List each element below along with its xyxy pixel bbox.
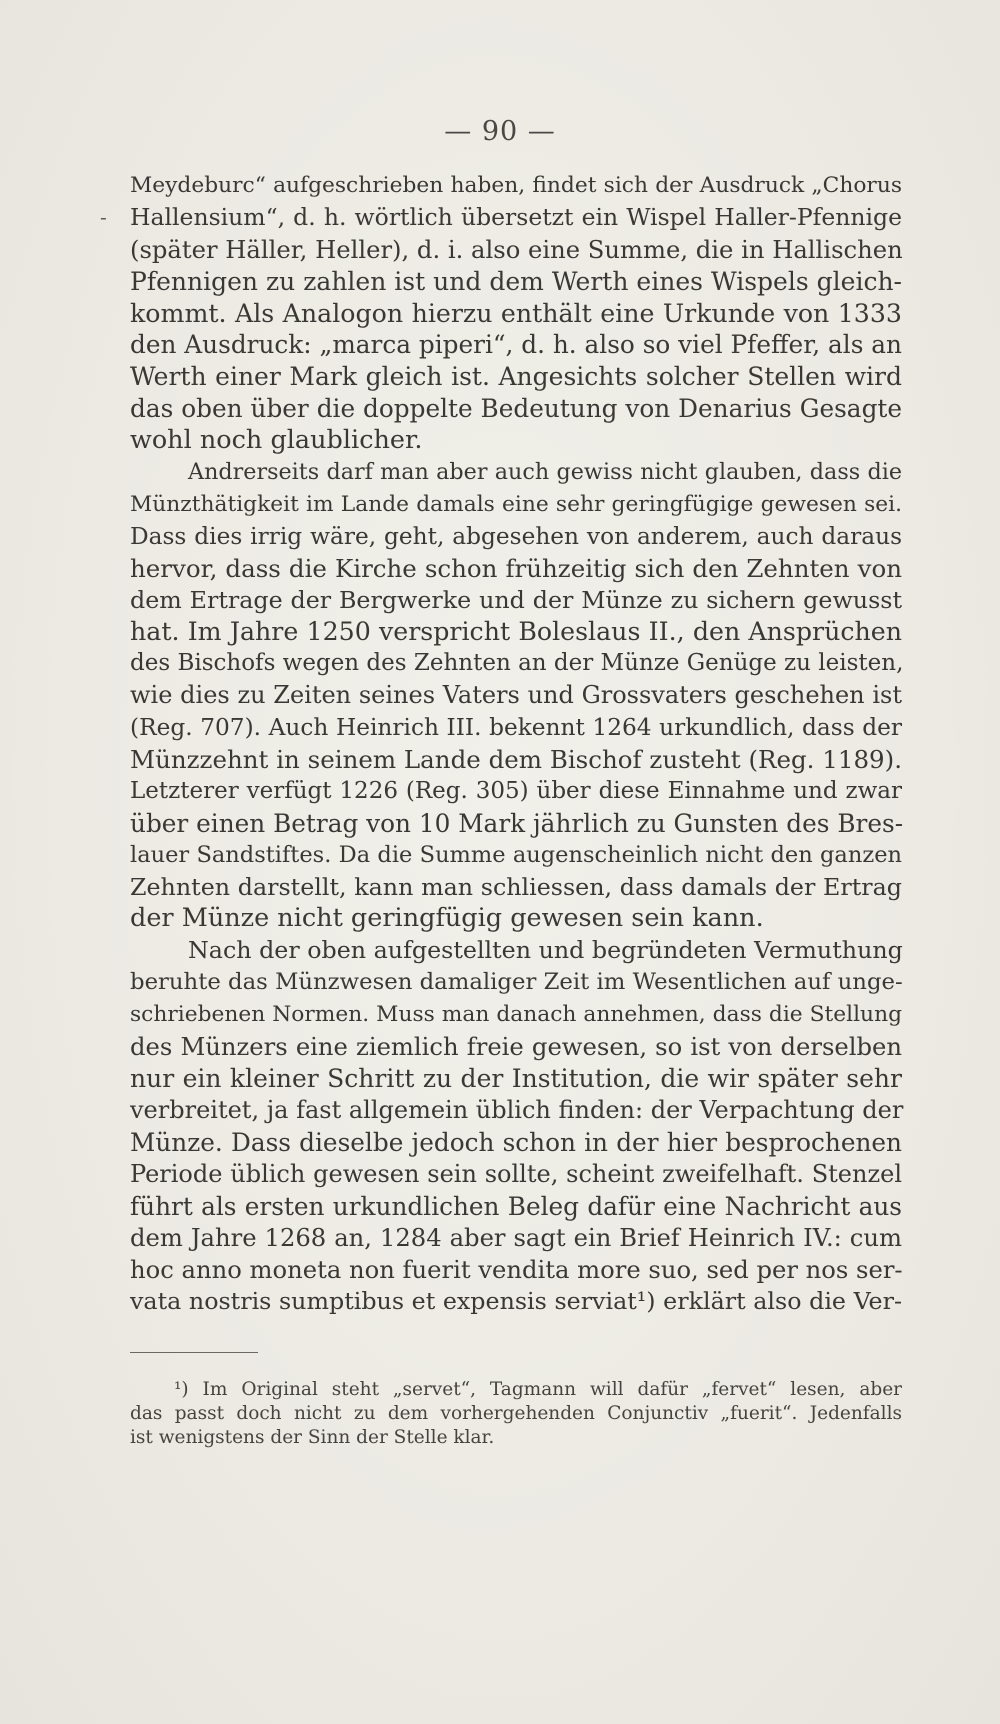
text-line: hervor, dass die Kirche schon frühzeitig sich den Zehnten von	[130, 553, 902, 583]
text-line: Meydeburc“ aufgeschrieben haben, findet sich der Ausdruck „Chorus	[130, 173, 902, 198]
footnote-line: ¹) Im Original steht „servet“, Tagmann will dafür „fervet“ lesen, aber	[174, 1379, 902, 1400]
text-line: Werth einer Mark gleich ist. Angesichts solcher Stellen wird	[130, 362, 902, 392]
text-line: hoc anno moneta non fuerit vendita more suo, sed per nos ser-	[130, 1255, 903, 1285]
text-line: dem Jahre 1268 an, 1284 aber sagt ein Brief Heinrich IV.: cum	[130, 1223, 902, 1253]
text-line: Dass dies irrig wäre, geht, abgesehen von anderem, auch daraus	[130, 522, 902, 550]
text-line: Pfennigen zu zahlen ist und dem Werth eines Wispels gleich-	[130, 266, 902, 296]
text-line: über einen Betrag von 10 Mark jährlich zu Gunsten des Bres-	[130, 808, 904, 838]
text-line: beruhte das Münzwesen damaliger Zeit im Wesentlichen auf unge-	[130, 969, 903, 996]
text-line: das oben über die doppelte Bedeutung von Denarius Gesagte	[130, 394, 902, 424]
footnote-line: ist wenigstens der Sinn der Stelle klar.	[130, 1427, 495, 1448]
text-line: dem Ertrage der Bergwerke und der Münze zu sichern gewusst	[130, 585, 902, 614]
text-line: Hallensium“, d. h. wörtlich übersetzt ein Wispel Haller-Pfennige	[130, 202, 902, 231]
text-line: Münzthätigkeit im Lande damals eine sehr geringfügige gewesen sei.	[130, 491, 902, 517]
footnote-divider	[130, 1352, 258, 1353]
text-line: wie dies zu Zeiten seines Vaters und Grossvaters geschehen ist	[130, 681, 902, 710]
page-number: — 90 —	[444, 116, 556, 147]
text-line: Letzterer verfügt 1226 (Reg. 305) über diese Einnahme und zwar	[130, 777, 902, 804]
text-line: des Bischofs wegen des Zehnten an der Münze Genüge zu leisten,	[130, 650, 904, 677]
footnote-line: das passt doch nicht zu dem vorhergehenden Conjunctiv „fuerit“. Jedenfalls	[130, 1403, 902, 1424]
text-line: lauer Sandstiftes. Da die Summe augenscheinlich nicht den ganzen	[130, 841, 902, 868]
text-line: schriebenen Normen. Muss man danach annehmen, dass die Stellung	[130, 1002, 902, 1028]
footnote	[130, 1378, 902, 1450]
text-line: führt als ersten urkundlichen Beleg dafür eine Nachricht aus	[130, 1191, 902, 1221]
text-line: Nach der oben aufgestellten und begründeten Vermuthung	[188, 936, 903, 965]
text-line: vata nostris sumptibus et expensis serviat¹) erklärt also die Ver-	[130, 1287, 902, 1316]
text-line: verbreitet, ja fast allgemein üblich finden: der Verpachtung der	[130, 1095, 904, 1124]
text-line: des Münzers eine ziemlich freie gewesen, so ist von derselben	[130, 1032, 902, 1062]
text-line: den Ausdruck: „marca piperi“, d. h. also so viel Pfeffer, als an	[130, 330, 902, 360]
text-line: hat. Im Jahre 1250 verspricht Boleslaus II., den Ansprüchen	[130, 617, 902, 647]
text-line: Periode üblich gewesen sein sollte, scheint zweifelhaft. Stenzel	[130, 1159, 902, 1188]
text-line: der Münze nicht geringfügig gewesen sein kann.	[130, 903, 764, 934]
body-text	[130, 170, 902, 1318]
text-line: Zehnten darstellt, kann man schliessen, dass damals der Ertrag	[130, 872, 902, 901]
text-line: wohl noch glaublicher.	[130, 425, 423, 456]
text-line: kommt. Als Analogon hierzu enthält eine Urkunde von 1333	[130, 298, 902, 328]
text-line: nur ein kleiner Schritt zu der Institution, die wir später sehr	[130, 1063, 902, 1093]
margin-mark: -	[100, 205, 107, 229]
text-line: (Reg. 707). Auch Heinrich III. bekennt 1264 urkundlich, dass der	[130, 714, 902, 742]
text-line: (später Häller, Heller), d. i. also eine Summe, die in Hallischen	[130, 234, 903, 264]
text-line: Münzzehnt in seinem Lande dem Bischof zusteht (Reg. 1189).	[130, 745, 902, 775]
text-line: Andrerseits darf man aber auch gewiss nicht glauben, dass die	[188, 459, 902, 486]
text-line: Münze. Dass dieselbe jedoch schon in der hier besprochenen	[130, 1127, 902, 1157]
